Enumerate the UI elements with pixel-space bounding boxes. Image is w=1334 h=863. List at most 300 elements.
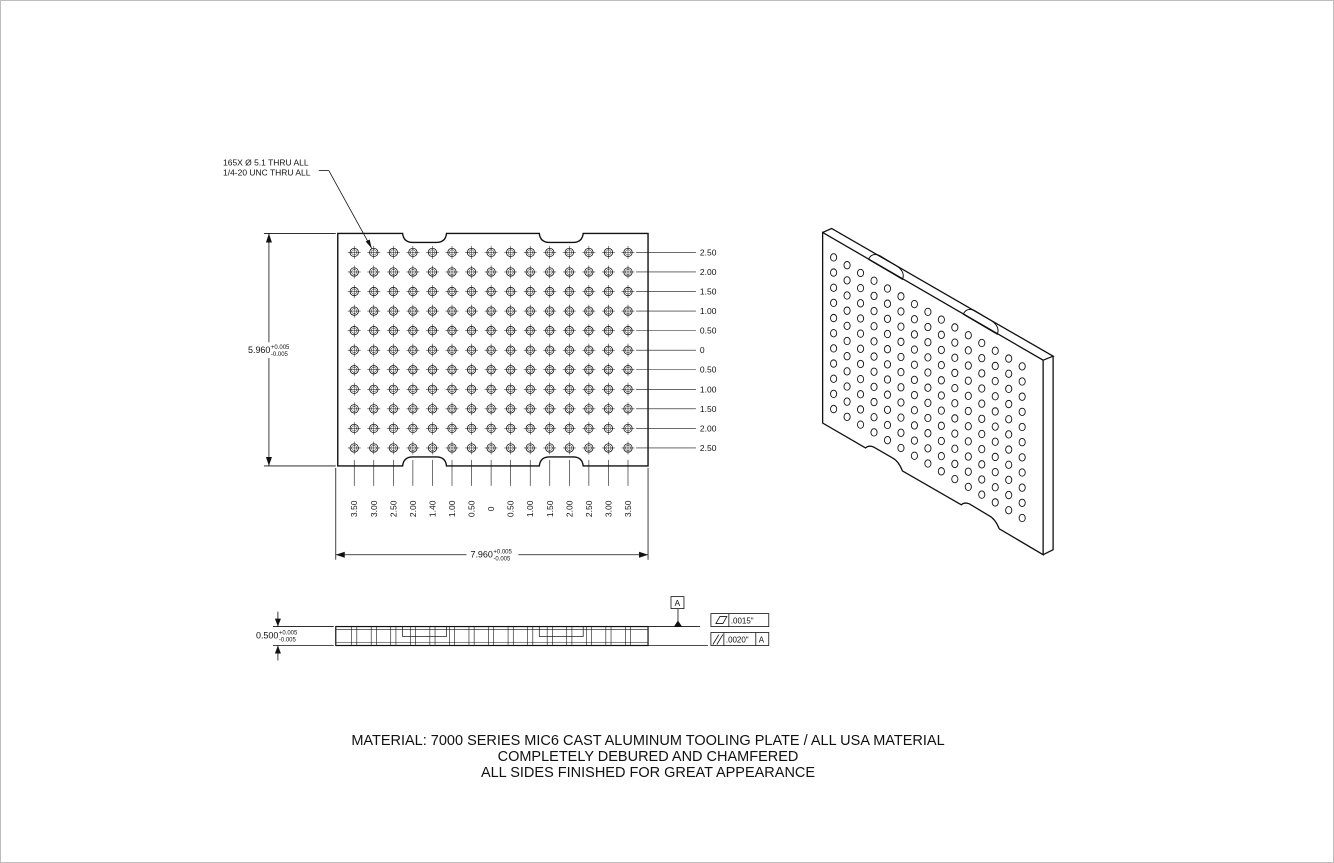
hole-icon — [446, 344, 459, 357]
hole-icon — [543, 265, 556, 278]
hole-icon — [524, 265, 537, 278]
hole-icon — [524, 422, 537, 435]
hole-icon — [563, 422, 576, 435]
hole-icon — [582, 305, 595, 318]
iso-hole-icon — [952, 384, 958, 391]
hole-icon — [485, 246, 498, 259]
hole-icon — [602, 305, 615, 318]
hole-icon — [602, 363, 615, 376]
hole-icon — [426, 265, 439, 278]
iso-hole-icon — [925, 339, 931, 346]
iso-hole-icon — [898, 293, 904, 300]
iso-hole-icon — [884, 361, 890, 368]
iso-hole-icon — [911, 407, 917, 414]
x-dim-label: 0.50 — [466, 500, 477, 518]
iso-hole-icon — [925, 430, 931, 437]
thickness-dim-plus: +0.005 — [278, 630, 298, 637]
hole-icon — [426, 285, 439, 298]
iso-hole-icon — [1006, 400, 1012, 407]
hole-icon — [426, 305, 439, 318]
y-dim-label: 2.00 — [699, 423, 717, 434]
iso-hole-icon — [938, 422, 944, 429]
hole-icon — [406, 363, 419, 376]
hole-icon — [622, 285, 635, 298]
iso-hole-icon — [911, 422, 917, 429]
hole-icon — [446, 305, 459, 318]
hole-icon — [406, 305, 419, 318]
hole-icon — [465, 441, 478, 454]
iso-hole-icon — [871, 383, 877, 390]
hole-icon — [465, 324, 478, 337]
iso-hole-icon — [979, 445, 985, 452]
iso-hole-icon — [925, 308, 931, 315]
y-dim-label: 1.00 — [699, 306, 717, 317]
iso-hole-icon — [857, 269, 863, 276]
x-dim-label: 1.50 — [544, 500, 555, 518]
hole-icon — [563, 265, 576, 278]
hole-icon — [582, 363, 595, 376]
general-notes — [0, 733, 1296, 781]
hole-icon — [446, 285, 459, 298]
hole-icon — [582, 285, 595, 298]
hole-icon — [387, 324, 400, 337]
iso-hole-icon — [992, 408, 998, 415]
iso-hole-icon — [884, 330, 890, 337]
hole-icon — [504, 363, 517, 376]
iso-hole-icon — [979, 339, 985, 346]
iso-hole-icon — [965, 332, 971, 339]
hole-icon — [582, 441, 595, 454]
datum-label: A — [674, 598, 681, 609]
iso-hole-icon — [844, 337, 850, 344]
iso-hole-icon — [857, 406, 863, 413]
hole-icon — [543, 422, 556, 435]
hole-icon — [446, 422, 459, 435]
thickness-dim-nominal: 0.500 — [255, 630, 279, 641]
hole-icon — [504, 265, 517, 278]
iso-hole-icon — [884, 436, 890, 443]
iso-hole-icon — [831, 375, 837, 382]
iso-hole-icon — [925, 460, 931, 467]
hole-icon — [504, 246, 517, 259]
iso-hole-icon — [1006, 431, 1012, 438]
iso-hole-icon — [979, 415, 985, 422]
hole-icon — [426, 344, 439, 357]
iso-hole-icon — [979, 461, 985, 468]
hole-icon — [602, 402, 615, 415]
hole-icon — [543, 402, 556, 415]
hole-icon — [563, 246, 576, 259]
hole-icon — [406, 344, 419, 357]
iso-hole-icon — [898, 338, 904, 345]
hole-icon — [485, 285, 498, 298]
iso-hole-icon — [1019, 393, 1025, 400]
side-notch-2 — [539, 627, 583, 637]
iso-hole-icon — [844, 322, 850, 329]
iso-hole-icon — [952, 475, 958, 482]
iso-hole-icon — [831, 405, 837, 412]
iso-hole-icon — [1019, 438, 1025, 445]
hole-icon — [563, 383, 576, 396]
hole-icon — [348, 363, 361, 376]
iso-hole-icon — [871, 323, 877, 330]
x-dim-label: 3.00 — [368, 500, 379, 518]
iso-hole-icon — [992, 484, 998, 491]
iso-hole-icon — [844, 368, 850, 375]
iso-hole-icon — [952, 369, 958, 376]
hole-icon — [582, 422, 595, 435]
iso-hole-icon — [871, 307, 877, 314]
iso-hole-icon — [952, 339, 958, 346]
iso-hole-icon — [965, 407, 971, 414]
iso-hole-icon — [938, 316, 944, 323]
iso-hole-icon — [1006, 507, 1012, 514]
hole-icon — [367, 363, 380, 376]
hole-icon — [485, 344, 498, 357]
iso-hole-icon — [965, 347, 971, 354]
iso-hole-icon — [938, 361, 944, 368]
hole-icon — [387, 422, 400, 435]
iso-hole-icon — [925, 323, 931, 330]
hole-icon — [524, 363, 537, 376]
hole-icon — [348, 324, 361, 337]
hole-icon — [465, 265, 478, 278]
parallelism-datum: A — [758, 635, 765, 645]
hole-icon — [563, 344, 576, 357]
iso-hole-icon — [831, 360, 837, 367]
hole-icon — [426, 324, 439, 337]
iso-hole-icon — [938, 468, 944, 475]
hole-icon — [602, 422, 615, 435]
iso-hole-icon — [1019, 363, 1025, 370]
iso-hole-icon — [844, 383, 850, 390]
side-notch-1 — [403, 627, 447, 637]
parallelism-icon — [713, 635, 723, 645]
width-dim-plus: +0.005 — [493, 549, 512, 556]
note-deburr: COMPLETELY DEBURED AND CHAMFERED — [497, 749, 799, 765]
iso-hole-icon — [831, 330, 837, 337]
hole-icon — [504, 402, 517, 415]
iso-hole-icon — [952, 430, 958, 437]
iso-hole-icon — [871, 414, 877, 421]
hole-icon — [524, 305, 537, 318]
hole-icon — [622, 441, 635, 454]
hole-icon — [563, 285, 576, 298]
iso-hole-icon — [992, 438, 998, 445]
flatness-value: .0015" — [730, 616, 754, 626]
iso-hole-icon — [992, 423, 998, 430]
hole-icon — [622, 324, 635, 337]
top-view — [223, 158, 717, 563]
iso-hole-icon — [1019, 378, 1025, 385]
iso-hole-icon — [925, 414, 931, 421]
iso-hole-icon — [992, 362, 998, 369]
height-dim-nominal: 5.960 — [247, 345, 271, 356]
iso-hole-icon — [884, 406, 890, 413]
iso-hole-icon — [911, 391, 917, 398]
datum-triangle-icon — [674, 621, 682, 627]
x-dim-label: 0.50 — [505, 500, 516, 518]
iso-hole-icon — [1019, 469, 1025, 476]
iso-hole-icon — [952, 445, 958, 452]
hole-icon — [622, 265, 635, 278]
callout-line-1: 165X Ø 5.1 THRU ALL — [223, 157, 309, 168]
hole-icon — [524, 402, 537, 415]
iso-hole-icon — [1006, 476, 1012, 483]
hole-icon — [524, 324, 537, 337]
hole-icon — [426, 441, 439, 454]
iso-hole-icon — [938, 346, 944, 353]
hole-icon — [465, 305, 478, 318]
hole-icon — [406, 246, 419, 259]
x-dim-label: 2.00 — [564, 500, 575, 518]
hole-icon — [406, 422, 419, 435]
width-dim-nominal: 7.960 — [470, 549, 493, 560]
iso-hole-icon — [952, 400, 958, 407]
iso-hole-icon — [965, 392, 971, 399]
hole-icon — [622, 402, 635, 415]
hole-icon — [563, 305, 576, 318]
hole-icon — [622, 344, 635, 357]
hole-icon — [582, 246, 595, 259]
iso-hole-icon — [992, 453, 998, 460]
iso-hole-icon — [857, 284, 863, 291]
y-dim-label: 0.50 — [699, 325, 717, 336]
iso-hole-icon — [857, 345, 863, 352]
iso-hole-icon — [884, 300, 890, 307]
iso-hole-icon — [1006, 461, 1012, 468]
iso-hole-icon — [844, 277, 850, 284]
hole-icon — [524, 441, 537, 454]
hole-icon — [446, 363, 459, 376]
iso-hole-icon — [831, 314, 837, 321]
hole-icon — [426, 383, 439, 396]
iso-hole-icon — [1006, 370, 1012, 377]
iso-hole-icon — [911, 300, 917, 307]
note-material: MATERIAL: 7000 SERIES MIC6 CAST ALUMINUM TOOLING PLATE / ALL USA MATERIAL — [351, 733, 945, 749]
hole-icon — [387, 265, 400, 278]
hole-icon — [524, 383, 537, 396]
x-dim-label: 2.50 — [388, 500, 399, 518]
iso-hole-icon — [1019, 514, 1025, 521]
iso-hole-icon — [938, 392, 944, 399]
hole-icon — [426, 246, 439, 259]
hole-icon — [348, 285, 361, 298]
x-dim-label: 2.50 — [583, 500, 594, 518]
hole-icon — [582, 402, 595, 415]
hole-icon — [485, 265, 498, 278]
iso-hole-icon — [857, 315, 863, 322]
hole-icon — [602, 383, 615, 396]
hole-icon — [504, 285, 517, 298]
hole-icon — [602, 285, 615, 298]
hole-icon — [524, 344, 537, 357]
iso-plate-side-edge — [1043, 356, 1053, 555]
hole-icon — [504, 383, 517, 396]
iso-hole-icon — [844, 413, 850, 420]
iso-hole-icon — [857, 360, 863, 367]
hole-icon — [504, 422, 517, 435]
x-dim-label: 3.50 — [349, 500, 360, 518]
hole-icon — [504, 324, 517, 337]
hole-icon — [367, 441, 380, 454]
x-dim-label: 3.50 — [622, 500, 633, 518]
hole-icon — [348, 246, 361, 259]
parallelism-value: .0020" — [725, 635, 749, 645]
hole-icon — [367, 305, 380, 318]
hole-icon — [426, 363, 439, 376]
hole-icon — [348, 402, 361, 415]
hole-icon — [563, 441, 576, 454]
hole-icon — [485, 324, 498, 337]
hole-icon — [367, 383, 380, 396]
hole-icon — [465, 422, 478, 435]
iso-hole-icon — [925, 445, 931, 452]
hole-icon — [387, 305, 400, 318]
hole-icon — [485, 441, 498, 454]
iso-hole-icon — [871, 277, 877, 284]
iso-hole-icon — [871, 368, 877, 375]
hole-icon — [348, 344, 361, 357]
hole-icon — [406, 285, 419, 298]
hole-icon — [622, 246, 635, 259]
iso-hole-icon — [992, 393, 998, 400]
iso-hole-icon — [871, 338, 877, 345]
iso-hole-icon — [952, 415, 958, 422]
iso-hole-icon — [884, 376, 890, 383]
iso-hole-icon — [965, 362, 971, 369]
x-dim-label: 0 — [486, 506, 497, 512]
hole-icon — [406, 402, 419, 415]
iso-hole-icon — [965, 453, 971, 460]
hole-icon — [543, 305, 556, 318]
isometric-view — [823, 228, 1053, 554]
iso-hole-icon — [979, 385, 985, 392]
hole-icon — [543, 246, 556, 259]
iso-hole-icon — [898, 429, 904, 436]
hole-icon — [582, 265, 595, 278]
iso-hole-icon — [911, 316, 917, 323]
hole-icon — [348, 383, 361, 396]
y-dim-label: 1.50 — [699, 403, 717, 414]
iso-hole-icon — [857, 300, 863, 307]
hole-icon — [406, 441, 419, 454]
hole-icon — [465, 363, 478, 376]
iso-hole-icon — [979, 400, 985, 407]
hole-icon — [582, 324, 595, 337]
hole-icon — [367, 422, 380, 435]
x-dim-label: 1.00 — [525, 500, 536, 518]
hole-icon — [446, 324, 459, 337]
hole-icon — [367, 344, 380, 357]
iso-hole-icon — [898, 368, 904, 375]
iso-hole-icon — [871, 398, 877, 405]
hole-icon — [387, 246, 400, 259]
hole-icon — [582, 344, 595, 357]
hole-icon — [465, 285, 478, 298]
callout-line-2: 1/4-20 UNC THRU ALL — [223, 167, 311, 178]
hole-icon — [367, 402, 380, 415]
hole-icon — [543, 285, 556, 298]
y-dim-label: 0 — [699, 345, 705, 356]
hole-icon — [406, 265, 419, 278]
hole-icon — [602, 324, 615, 337]
iso-hole-icon — [965, 423, 971, 430]
iso-hole-icon — [992, 377, 998, 384]
hole-icon — [446, 265, 459, 278]
iso-hole-icon — [952, 460, 958, 467]
iso-hole-icon — [831, 345, 837, 352]
hole-icon — [387, 383, 400, 396]
iso-hole-icon — [831, 254, 837, 261]
hole-icon — [406, 324, 419, 337]
y-dim-label: 1.50 — [699, 286, 717, 297]
hole-icon — [367, 246, 380, 259]
hole-icon — [367, 324, 380, 337]
iso-hole-icon — [938, 331, 944, 338]
hole-icon — [465, 344, 478, 357]
hole-icon — [465, 402, 478, 415]
iso-hole-icon — [844, 261, 850, 268]
iso-hole-icon — [884, 391, 890, 398]
iso-hole-icon — [911, 437, 917, 444]
hole-icon — [563, 324, 576, 337]
hole-icon — [543, 441, 556, 454]
hole-icon — [504, 305, 517, 318]
iso-hole-icon — [898, 414, 904, 421]
iso-hole-icon — [965, 438, 971, 445]
iso-hole-icon — [992, 499, 998, 506]
height-dim-plus: +0.005 — [270, 345, 290, 352]
iso-hole-icon — [844, 398, 850, 405]
iso-hole-icon — [911, 361, 917, 368]
hole-icon — [563, 402, 576, 415]
hole-pattern — [348, 246, 635, 455]
hole-icon — [485, 383, 498, 396]
hole-icon — [387, 344, 400, 357]
iso-hole-icon — [911, 452, 917, 459]
hole-icon — [348, 422, 361, 435]
iso-hole-icon — [965, 377, 971, 384]
iso-hole-icon — [938, 452, 944, 459]
hole-icon — [446, 441, 459, 454]
iso-hole-icon — [1019, 408, 1025, 415]
iso-hole-icon — [831, 390, 837, 397]
iso-hole-icon — [938, 407, 944, 414]
hole-icon — [602, 441, 615, 454]
y-dim-label: 2.50 — [699, 442, 717, 453]
iso-hole-icon — [1019, 454, 1025, 461]
hole-icon — [446, 383, 459, 396]
hole-icon — [543, 363, 556, 376]
iso-hole-icon — [911, 376, 917, 383]
hole-icon — [348, 441, 361, 454]
hole-icon — [426, 402, 439, 415]
hole-icon — [387, 441, 400, 454]
callout-arrowhead-icon — [366, 239, 372, 248]
side-view — [256, 597, 769, 661]
hole-icon — [387, 363, 400, 376]
iso-hole-icon — [857, 421, 863, 428]
y-dim-label: 1.00 — [699, 384, 717, 395]
hole-icon — [622, 383, 635, 396]
iso-hole-icon — [857, 330, 863, 337]
x-dim-label: 1.40 — [427, 500, 438, 518]
hole-icon — [582, 383, 595, 396]
iso-hole-icon — [898, 444, 904, 451]
hole-icon — [563, 363, 576, 376]
y-dim-label: 0.50 — [699, 364, 717, 375]
